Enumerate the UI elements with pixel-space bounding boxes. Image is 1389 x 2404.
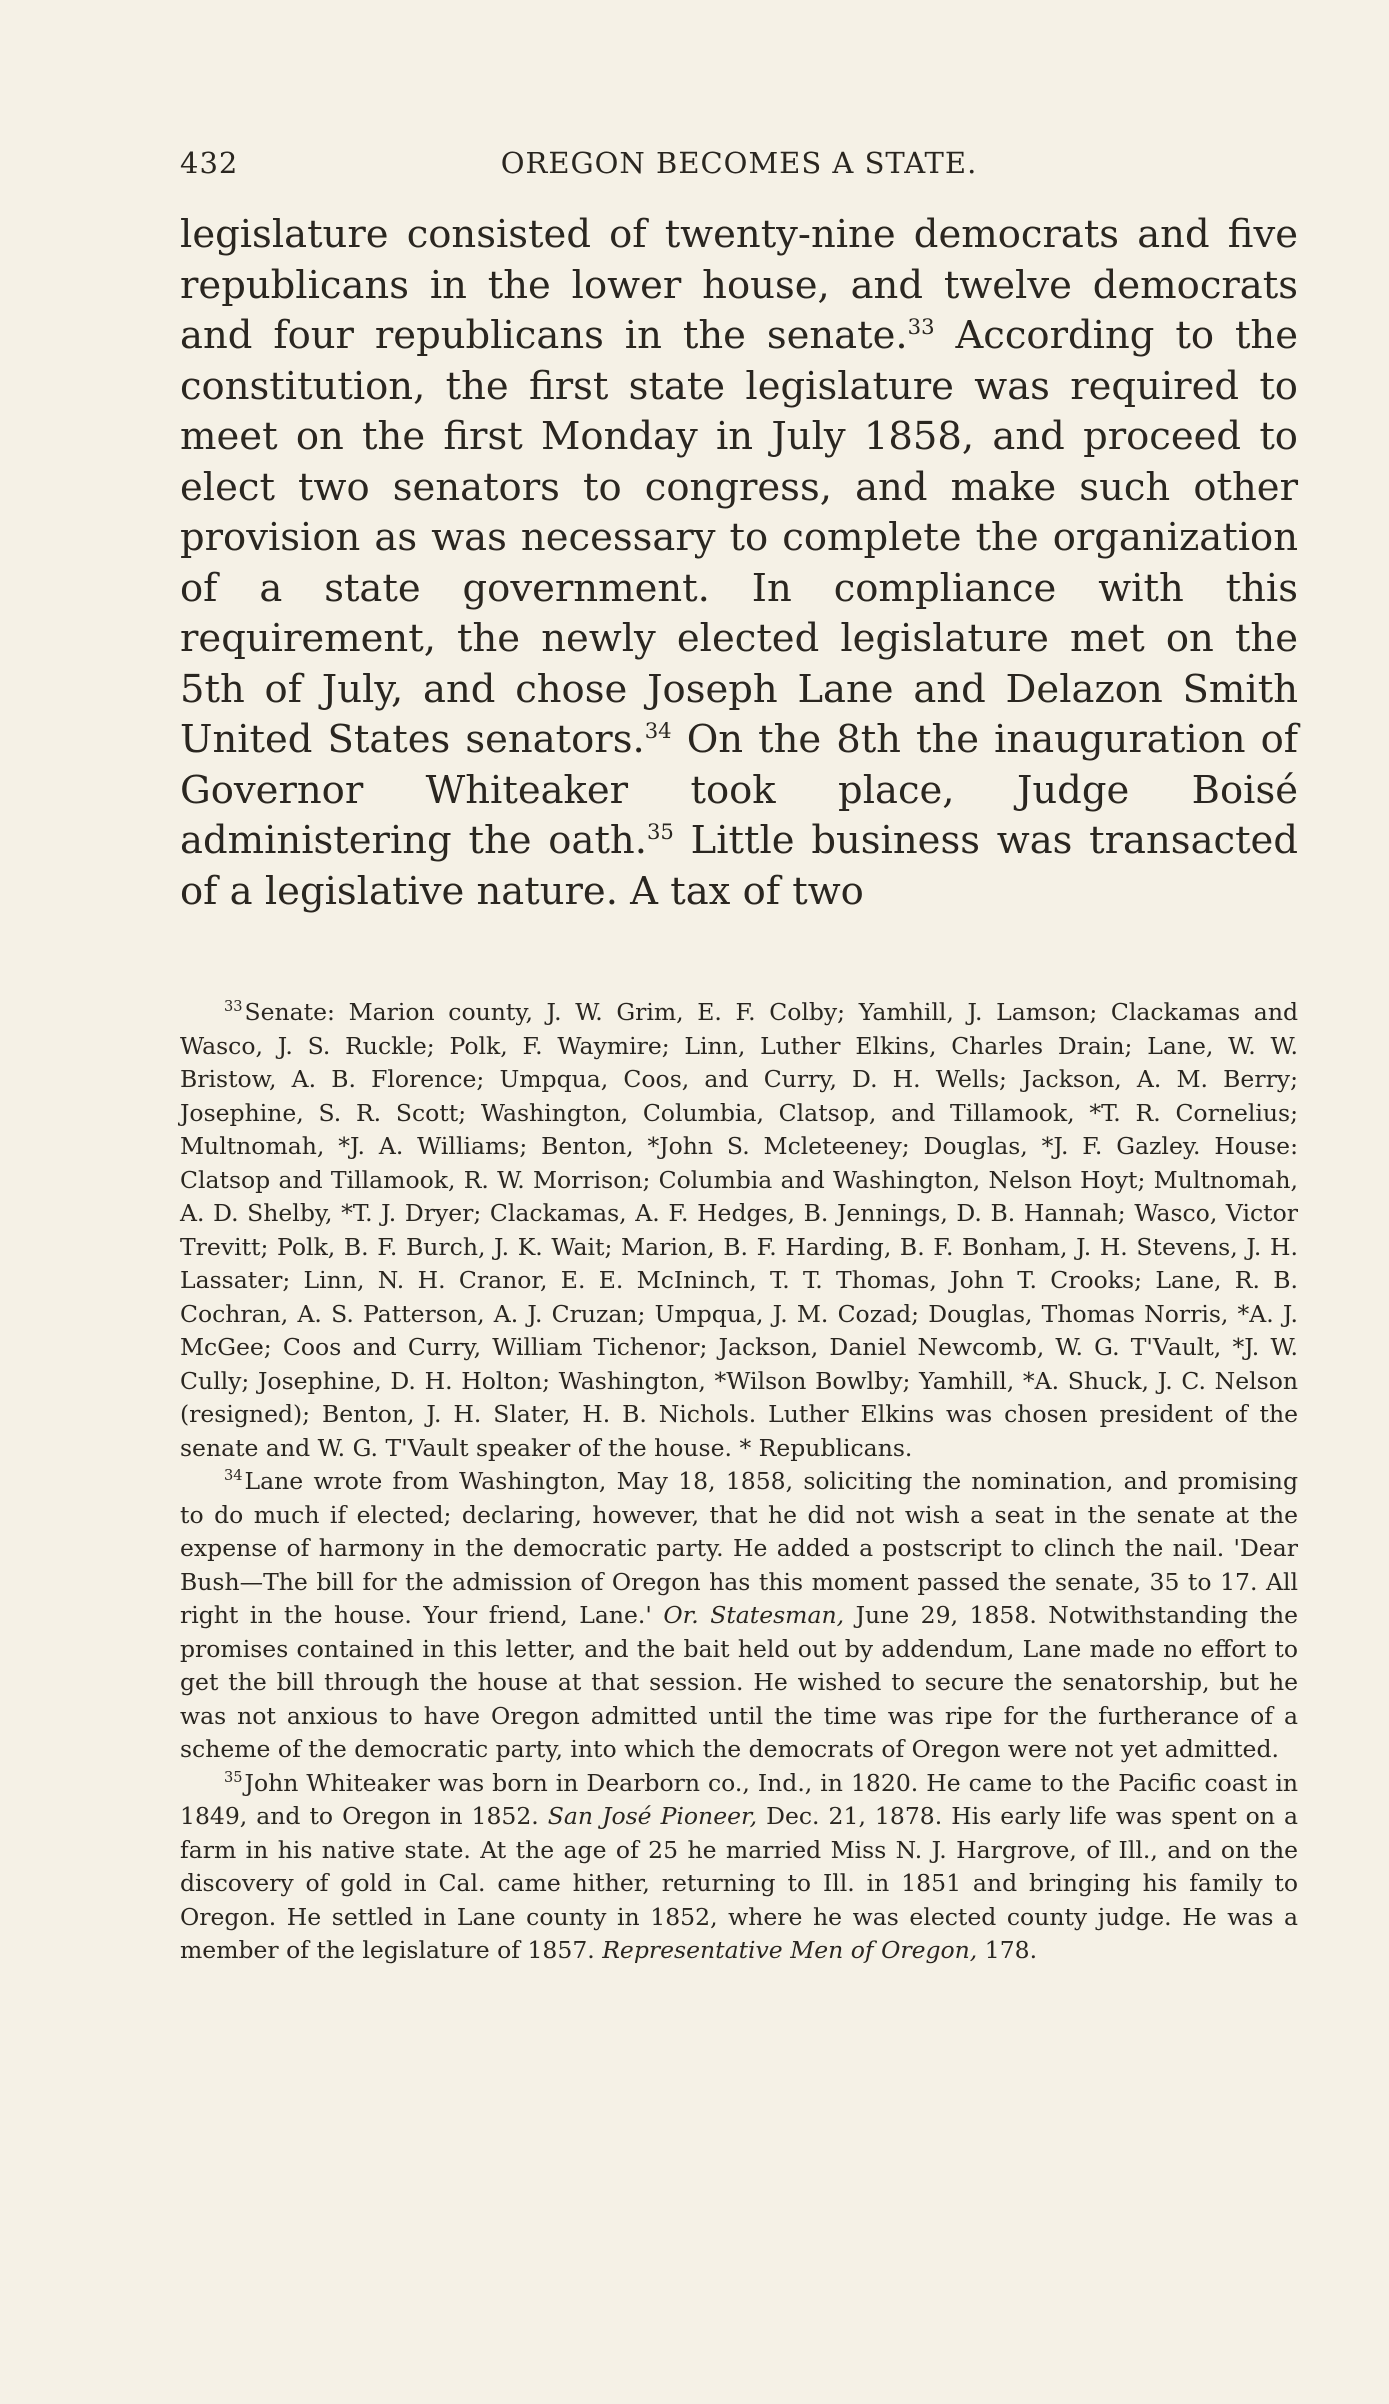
body-text-part-3: On the 8th the inauguration of Governor Whiteaker took place, Judge Boisé administering the oath.: [180, 717, 1298, 863]
citation-title: Representative Men of Oregon,: [602, 1936, 978, 1964]
footnote-35: [180, 1767, 1298, 1968]
footnote-33: [180, 996, 1298, 1465]
footnote-mark: 35: [224, 1768, 243, 1786]
footnote-text: John Whiteaker was born in Dearborn co., Ind., in 1820. He came to the Pacific coast in 1849, and to Oregon in 1852.: [180, 1768, 1298, 1830]
body-text-part-1: legislature consisted of twenty-nine democrats and five republicans in the lower house, and twelve democrats and four republicans in the senate.: [180, 212, 1298, 358]
main-paragraph: [180, 210, 1298, 917]
body-text-part-2: According to the constitution, the first state legislature was required to meet on the first Monday in July 1858, and proceed to elect two senators to congress, and make such other provision as was necessary to complete the organization of a state government. In compliance with this requirement, the newly elected legislature met on the 5th of July, and chose Joseph Lane and Delazon Smith United States senators.: [180, 313, 1298, 762]
footnote-mark: 34: [224, 1467, 243, 1485]
footnote-34: [180, 1465, 1298, 1767]
footnote-ref-35[interactable]: 35: [646, 819, 674, 845]
footnote-ref-33[interactable]: 33: [907, 314, 935, 340]
footnote-text: June 29, 1858. Notwithstanding the promises contained in this letter, and the bait held out by addendum, Lane made no effort to get the bill through the house at that session. He wished to secure the senatorship, but he was not anxious to have Oregon admitted until the time was ripe for the furtherance of a scheme of the democratic party, into which the democrats of Oregon were not yet admitted.: [180, 1601, 1298, 1763]
body-text-part-4: Little business was transacted of a legislative nature. A tax of two: [180, 818, 1298, 914]
running-title: OREGON BECOMES A STATE.: [500, 146, 978, 180]
citation-title: San José Pioneer,: [547, 1802, 758, 1830]
page-header: [180, 146, 1298, 186]
footnote-mark: 33: [224, 998, 243, 1016]
footnotes-section: [180, 996, 1298, 1968]
page-number: 432: [180, 146, 239, 180]
footnote-text: Lane wrote from Washington, May 18, 1858, soliciting the nomination, and promising to do much if elected; declaring, however, that he did not wish a seat in the senate at the expense of harmony in the democratic party. He added a postscript to clinch the nail. 'Dear Bush—The bill for the admission of Oregon has this moment passed the senate, 35 to 17. All right in the house. Your friend, Lane.': [180, 1467, 1298, 1629]
footnote-ref-34[interactable]: 34: [644, 718, 672, 744]
footnote-text: Senate: Marion county, J. W. Grim, E. F. Colby; Yamhill, J. Lamson; Clackamas and Wasco, J. S. Ruckle; Polk, F. Waymire; Linn, Luther Elkins, Charles Drain; Lane, W. W. Bristow, A. B. Florence; Umpqua, Coos, and Curry, D. H. Wells; Jackson, A. M. Berry; Josephine, S. R. Scott; Washington, Columbia, Clatsop, and Tillamook, *T. R. Cornelius; Multnomah, *J. A. Williams; Benton, *John S. Mcleteeney; Douglas, *J. F. Gazley. House: Clatsop and Tillamook, R. W. Morrison; Columbia and Washington, Nelson Hoyt; Multnomah, A. D. Shelby, *T. J. Dryer; Clackamas, A. F. Hedges, B. Jennings, D. B. Hannah; Wasco, Victor Trevitt; Polk, B. F. Burch, J. K. Wait; Marion, B. F. Harding, B. F. Bonham, J. H. Stevens, J. H. Lassater; Linn, N. H. Cranor, E. E. McIninch, T. T. Thomas, John T. Crooks; Lane, R. B. Cochran, A. S. Patterson, A. J. Cruzan; Umpqua, J. M. Cozad; Douglas, Thomas Norris, *A. J. McGee; Coos and Curry, William Tichenor; Jackson, Daniel Newcomb, W. G. T'Vault, *J. W. Cully; Josephine, D. H. Holton; Washington, *Wilson Bowlby; Yamhill, *A. Shuck, J. C. Nelson (resigned); Benton, J. H. Slater, H. B. Nichols. Luther Elkins was chosen president of the senate and W. G. T'Vault speaker of the house. * Republicans.: [180, 998, 1298, 1462]
footnote-text: Dec. 21, 1878. His early life was spent on a farm in his native state. At the age of 25 he married Miss N. J. Hargrove, of Ill., and on the discovery of gold in Cal. came hither, returning to Ill. in 1851 and bringing his family to Oregon. He settled in Lane county in 1852, where he was elected county judge. He was a member of the legislature of 1857.: [180, 1802, 1298, 1964]
footnote-text: 178.: [977, 1936, 1038, 1964]
citation-title: Or. Statesman,: [663, 1601, 845, 1629]
